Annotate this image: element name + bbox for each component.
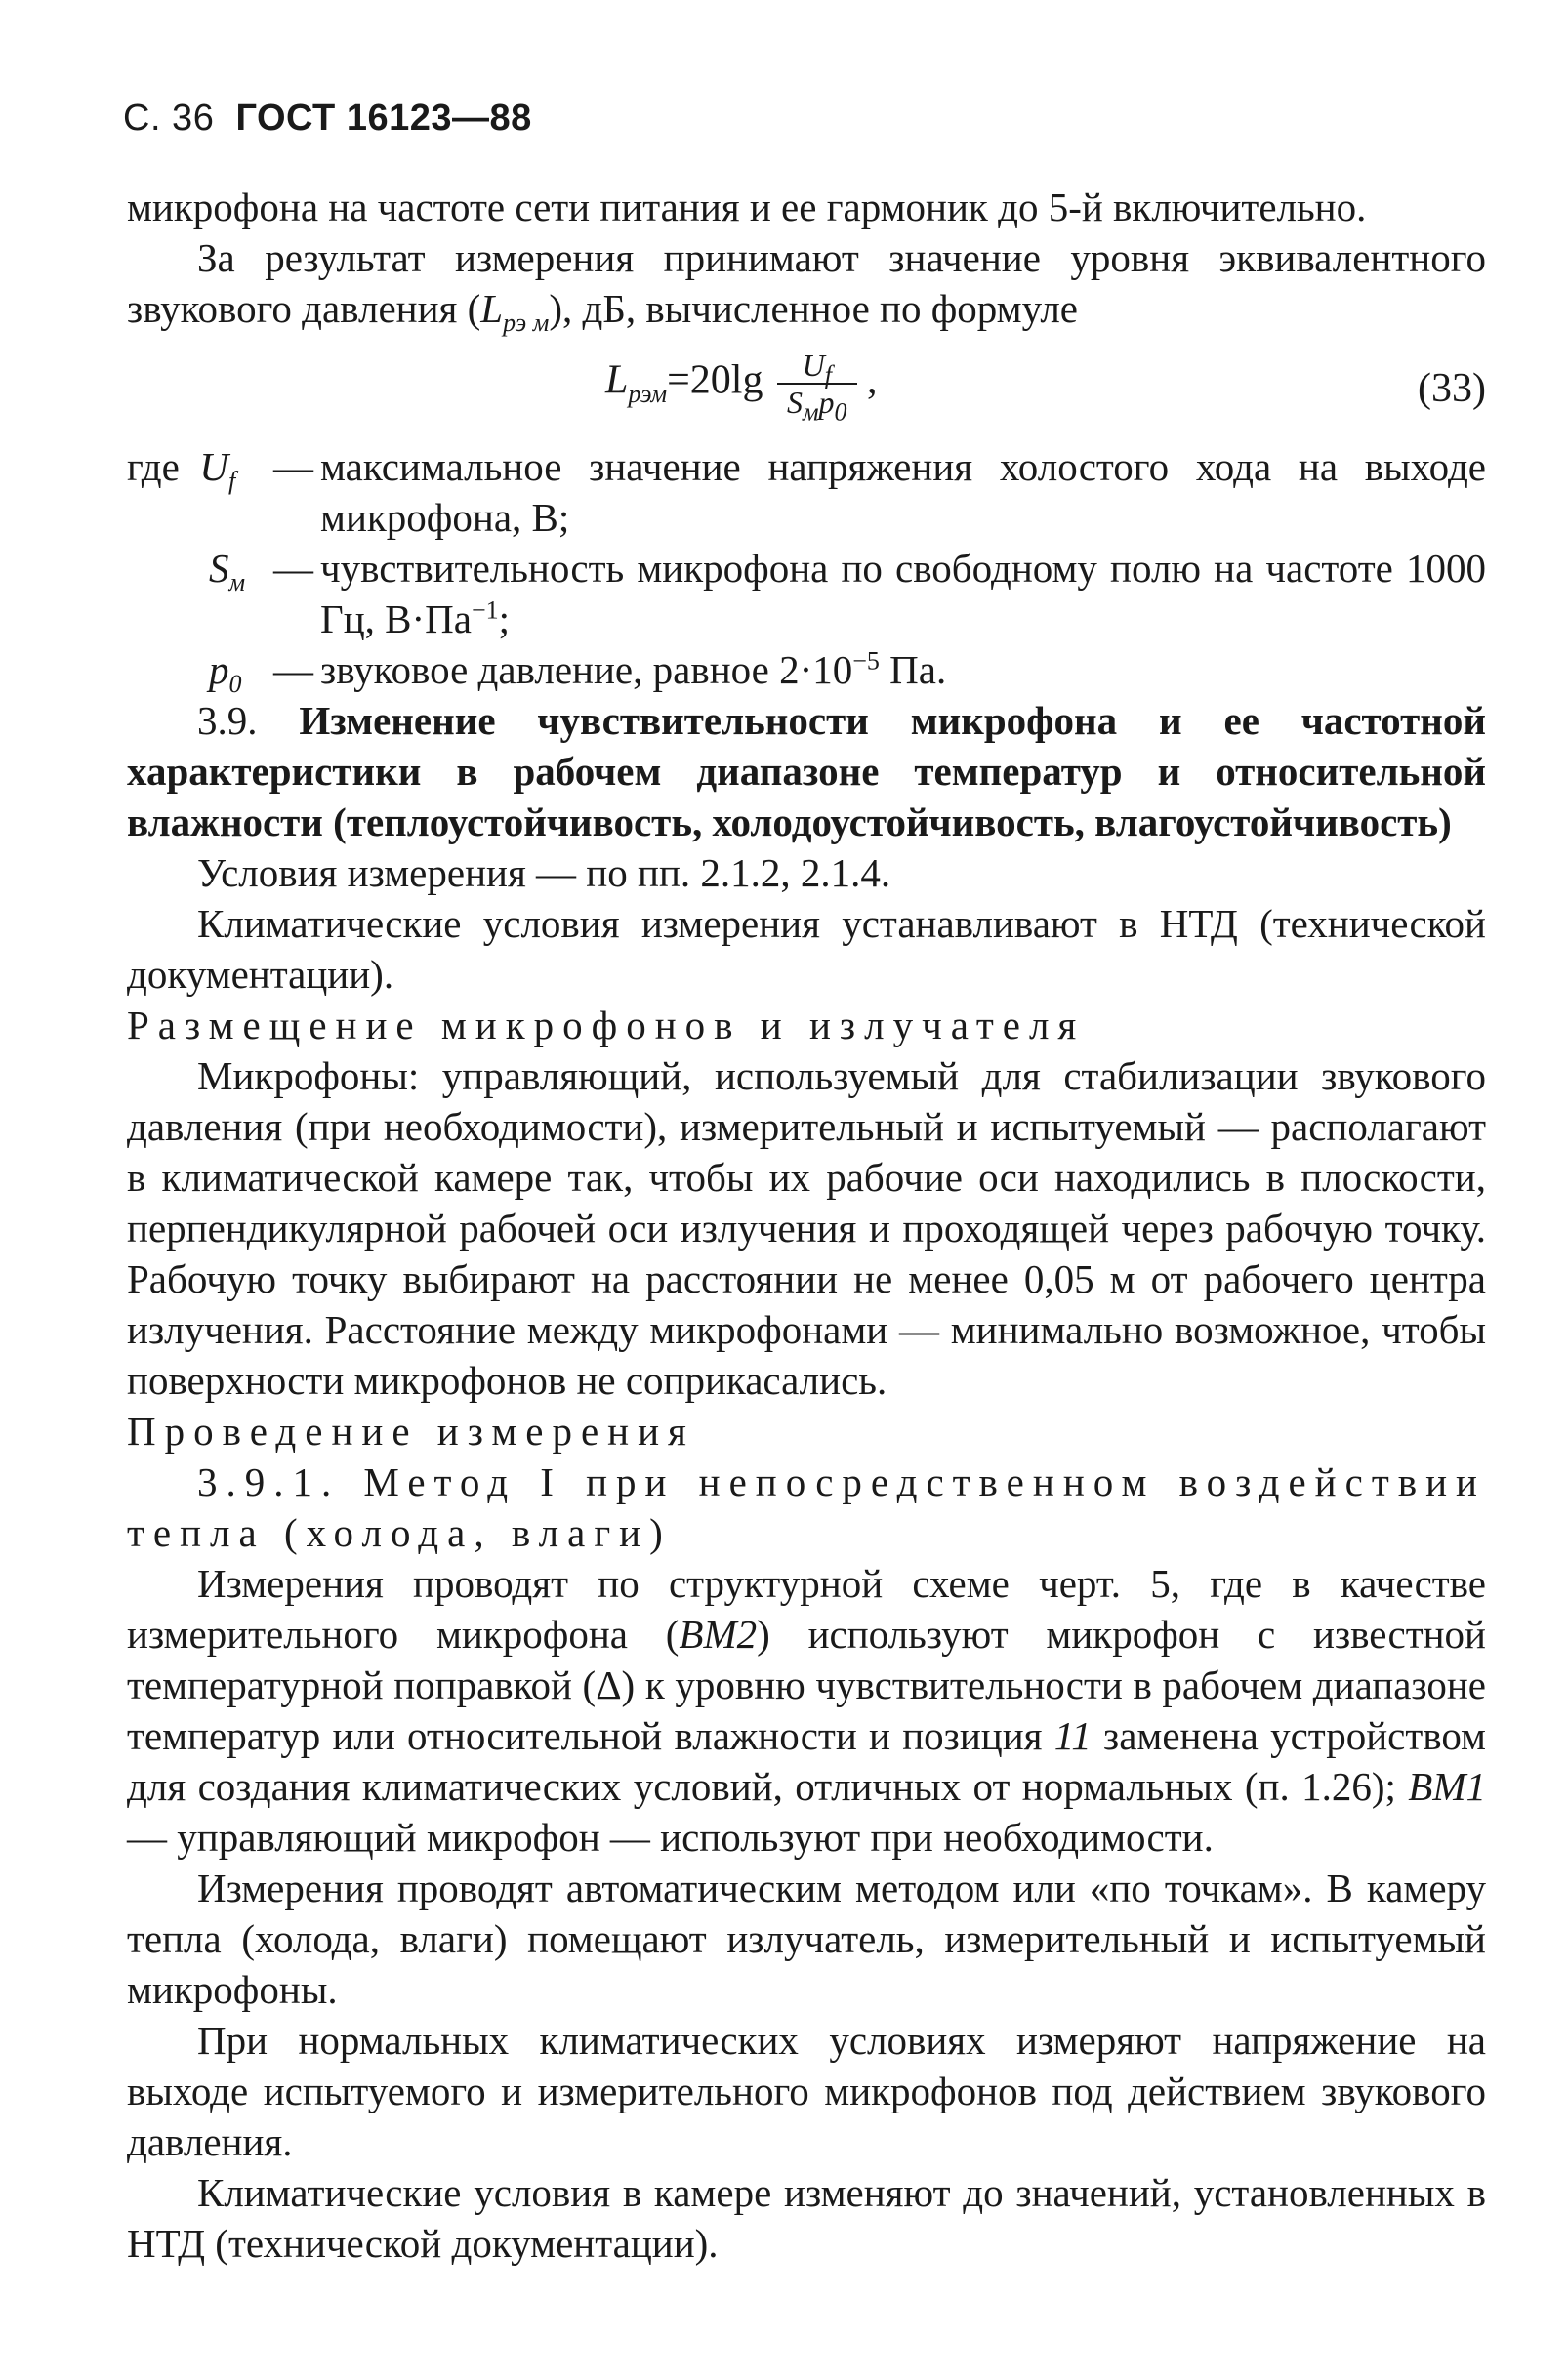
formula-33	[127, 340, 1486, 441]
definition-item: где $U_f$ — максимальное значение напряжения холостого хода на выходе микрофона, В;	[127, 444, 1486, 540]
paragraph-change: Климатические условия в камере изменяют до значений, установленных в НТД (технической документации).	[127, 2170, 1486, 2266]
definitions-list	[127, 441, 1486, 699]
formula-expression: $L_{рэм}=20\lg$ $\frac{U_f}{S_мp_0}$ ,	[605, 348, 878, 427]
page-body	[127, 182, 1486, 2269]
section-heading: 3.9. Изменение чувствительности микрофона и ее частотной характеристики в рабочем диапазоне температур и относительной влажности (теплоустойчивость, холодоустойчивость, влагоустойчивость)	[127, 698, 1487, 844]
definition-item: $S_м$ — чувствительность микрофона по свободному полю на частоте 1000 Гц, $В\cdot Па^{-1}$;	[209, 546, 1486, 641]
method-heading: 3.9.1. Метод I при непосредственном воздействии тепла (холода, влаги)	[127, 1459, 1486, 1555]
standard-id: ГОСТ 16123—88	[235, 98, 532, 139]
paragraph-placement: Микрофоны: управляющий, используемый для стабилизации звукового давления (при необходимости), измерительный и испытуемый — располагают в климатической камере так, чтобы их рабочие оси находились в плоскости, перпендикулярной рабочей оси излучения и проходящей через рабочую точку. Рабочую точку выбирают на расстоянии не менее 0,05 м от рабочего центра излучения. Расстояние между микрофонами — минимально возможное, чтобы поверхности микрофонов не соприкасались.	[127, 1053, 1486, 1403]
paragraph-result: За результат измерения принимают значение уровня эквивалентного звукового давления $(L_{рэ м})$, дБ, вычисленное по формуле	[127, 235, 1486, 338]
subheading-procedure: Проведение измерения	[127, 1409, 695, 1454]
page-number: С. 36	[123, 98, 215, 139]
formula-number: (33)	[1418, 366, 1486, 411]
paragraph-conditions: Условия измерения — по пп. 2.1.2, 2.1.4.	[197, 850, 891, 895]
formula-fraction: $\frac{U_f}{S_мp_0}$	[777, 348, 857, 420]
subheading-placement: Размещение микрофонов и излучателя	[127, 1003, 1086, 1047]
paragraph-climate: Климатические условия измерения устанавливают в НТД (технической документации).	[127, 901, 1486, 997]
paragraph-auto: Измерения проводят автоматическим методом или «по точкам». В камеру тепла (холода, влаги) помещают излучатель, измерительный и испытуемый микрофоны.	[127, 1866, 1486, 2012]
paragraph-normal: При нормальных климатических условиях измеряют напряжение на выходе испытуемого и измерительного микрофонов под действием звукового давления.	[127, 2018, 1486, 2164]
paragraph-continued: микрофона на частоте сети питания и ее гармоник до 5-й включительно.	[127, 185, 1367, 229]
paragraph-method: Измерения проводят по структурной схеме черт. 5, где в качестве измерительного микрофона (ВМ2) используют микрофон с известной температурной поправкой (Δ) к уровню чувствительности в рабочем диапазоне температур или относительной влажности и позиция 11 заменена устройством для создания климатических условий, отличных от нормальных (п. 1.26); ВМ1 — управляющий микрофон — используют при необходимости.	[127, 1561, 1486, 1860]
page-header	[123, 98, 532, 140]
definition-item: $p_0$ — звуковое давление, равное $2\cdot 10^{-5}$ Па.	[209, 646, 947, 699]
